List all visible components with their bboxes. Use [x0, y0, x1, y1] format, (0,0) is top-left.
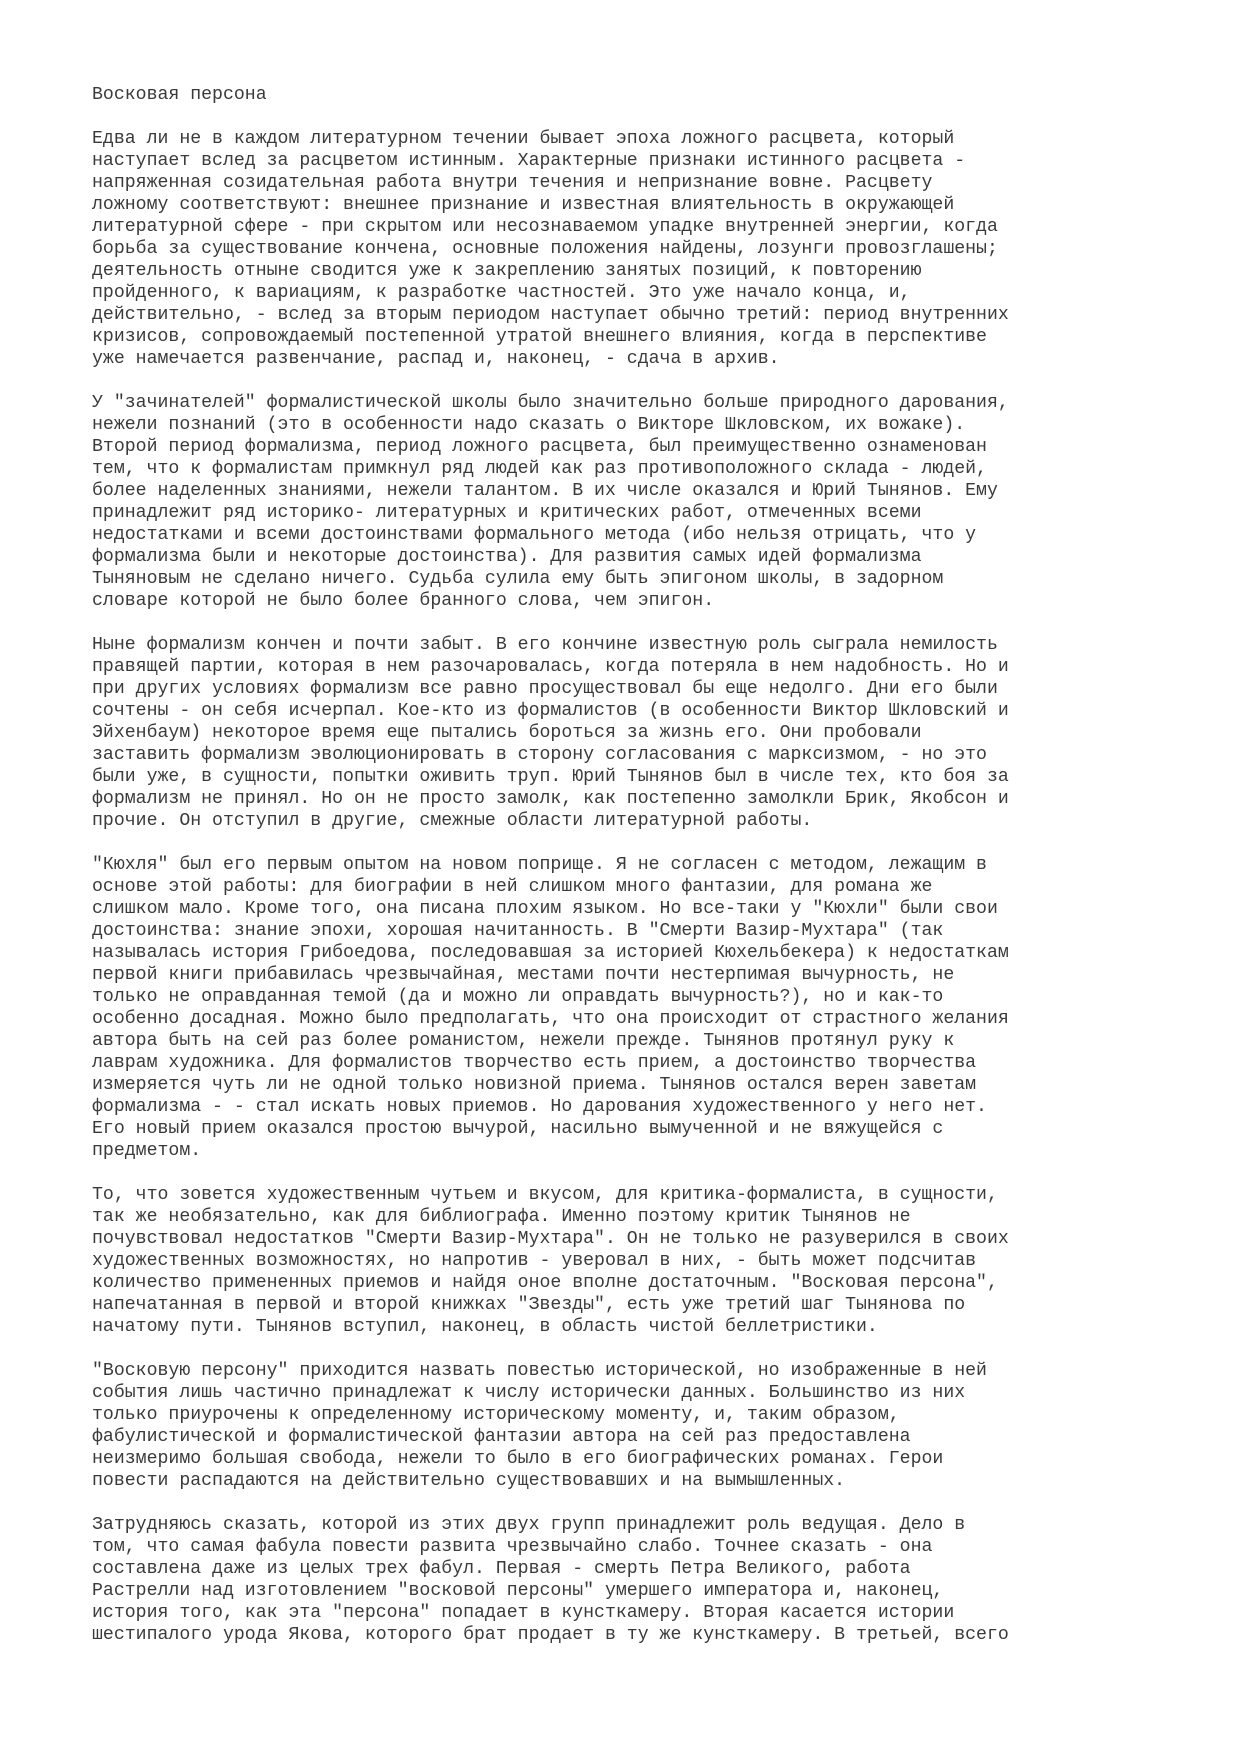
text-line: составлена даже из целых трех фабул. Первая - смерть Петра Великого, работа: [92, 1559, 911, 1579]
text-line: называлась история Грибоедова, последовавшая за историей Кюхельбекера) к недостаткам: [92, 943, 1009, 963]
text-line: почувствовал недостатков "Смерти Вазир-Мухтара". Он не только не разуверился в своих: [92, 1229, 1009, 1249]
text-line: шестипалого урода Якова, которого брат продает в ту же кунсткамеру. В третьей, всего: [92, 1625, 1009, 1645]
text-line: фабулистической и формалистической фантазии автора на сей раз предоставлена: [92, 1427, 911, 1447]
document-page: [92, 84, 1202, 1668]
text-line: так же необязательно, как для библиографа. Именно поэтому критик Тынянов не: [92, 1207, 911, 1227]
text-line: Второй период формализма, период ложного расцвета, был преимущественно ознаменован: [92, 437, 987, 457]
text-line: достоинства: знание эпохи, хорошая начитанность. В "Смерти Вазир-Мухтара" (так: [92, 921, 944, 941]
text-line: Эйхенбаум) некоторое время еще пытались бороться за жизнь его. Они пробовали: [92, 723, 922, 743]
text-line: действительно, - вслед за вторым периодом наступает обычно третий: период внутренних: [92, 305, 1009, 325]
text-line: Ныне формализм кончен и почти забыт. В его кончине известную роль сыграла немилость: [92, 635, 998, 655]
text-line: словаре которой не было более бранного слова, чем эпигон.: [92, 591, 715, 611]
text-line: были уже, в сущности, попытки оживить труп. Юрий Тынянов был в числе тех, кто боя за: [92, 767, 1009, 787]
paragraph: [92, 1184, 1202, 1338]
text-line: формализма - - стал искать новых приемов. Но дарования художественного у него нет.: [92, 1097, 987, 1117]
text-line: художественных возможностях, но напротив - уверовал в них, - быть может подсчитав: [92, 1251, 977, 1271]
paragraph: [92, 634, 1202, 832]
paragraph: [92, 1360, 1202, 1492]
text-line: тем, что к формалистам примкнул ряд людей как раз противоположного склада - людей,: [92, 459, 987, 479]
text-line: Затрудняюсь сказать, которой из этих двух групп принадлежит роль ведущая. Дело в: [92, 1515, 966, 1535]
text-line: "Кюхля" был его первым опытом на новом поприще. Я не согласен с методом, лежащим в: [92, 855, 987, 875]
text-line: "Восковую персону" приходится назвать повестью исторической, но изображенные в ней: [92, 1361, 987, 1381]
text-line: события лишь частично принадлежат к числу исторически данных. Большинство из них: [92, 1383, 966, 1403]
text-line: начатому пути. Тынянов вступил, наконец, в область чистой беллетристики.: [92, 1317, 878, 1337]
text-line: история того, как эта "персона" попадает в кунсткамеру. Вторая касается истории: [92, 1603, 955, 1623]
text-line: неизмеримо большая свобода, нежели то было в его биографических романах. Герои: [92, 1449, 944, 1469]
text-line: недостатками и всеми достоинствами формального метода (ибо нельзя отрицать, что у: [92, 525, 977, 545]
text-line: повести распадаются на действительно существовавших и на вымышленных.: [92, 1471, 846, 1491]
text-line: сочтены - он себя исчерпал. Кое-кто из формалистов (в особенности Виктор Шкловский и: [92, 701, 1009, 721]
text-line: лаврам художника. Для формалистов творчество есть прием, а достоинство творчества: [92, 1053, 977, 1073]
text-line: напряженная созидательная работа внутри течения и непризнание вовне. Расцвету: [92, 173, 933, 193]
text-line: только приурочены к определенному историческому моменту, и, таким образом,: [92, 1405, 900, 1425]
text-line: том, что самая фабула повести развита чрезвычайно слабо. Точнее сказать - она: [92, 1537, 933, 1557]
text-line: напечатанная в первой и второй книжках "Звезды", есть уже третий шаг Тынянова по: [92, 1295, 966, 1315]
text-line: заставить формализм эволюционировать в сторону согласования с марксизмом, - но это: [92, 745, 987, 765]
text-line: Едва ли не в каждом литературном течении бывает эпоха ложного расцвета, который: [92, 129, 955, 149]
text-line: деятельность отныне сводится уже к закреплению занятых позиций, к повторению: [92, 261, 922, 281]
text-line: слишком мало. Кроме того, она писана плохим языком. Но все-таки у "Кюхли" были свои: [92, 899, 998, 919]
text-line: наступает вслед за расцветом истинным. Характерные признаки истинного расцвета -: [92, 151, 966, 171]
text-line: количество примененных приемов и найдя оное вполне достаточным. "Восковая персона",: [92, 1273, 998, 1293]
text-line: литературной сфере - при скрытом или несознаваемом упадке внутренней энергии, когда: [92, 217, 998, 237]
text-line: уже намечается развенчание, распад и, наконец, - сдача в архив.: [92, 349, 780, 369]
document-title: Восковая персона: [92, 85, 267, 105]
text-line: основе этой работы: для биографии в ней слишком много фантазии, для романа же: [92, 877, 933, 897]
document-body: [92, 128, 1202, 1646]
paragraph: [92, 128, 1202, 370]
text-line: измеряется чуть ли не одной только новизной приема. Тынянов остался верен заветам: [92, 1075, 977, 1095]
text-line: Его новый прием оказался простою вычурой, насильно вымученной и не вяжущейся с: [92, 1119, 944, 1139]
text-line: принадлежит ряд историко- литературных и критических работ, отмеченных всеми: [92, 503, 922, 523]
paragraph: [92, 854, 1202, 1162]
text-line: Тыняновым не сделано ничего. Судьба сулила ему быть эпигоном школы, в задорном: [92, 569, 944, 589]
text-line: более наделенных знаниями, нежели талантом. В их числе оказался и Юрий Тынянов. Ему: [92, 481, 998, 501]
paragraph: [92, 1514, 1202, 1646]
text-line: То, что зовется художественным чутьем и вкусом, для критика-формалиста, в сущности,: [92, 1185, 998, 1205]
text-line: кризисов, сопровождаемый постепенной утратой внешнего влияния, когда в перспективе: [92, 327, 987, 347]
text-line: пройденного, к вариациям, к разработке частностей. Это уже начало конца, и,: [92, 283, 911, 303]
text-line: при других условиях формализм все равно просуществовал бы еще недолго. Дни его были: [92, 679, 998, 699]
paragraph: [92, 392, 1202, 612]
text-line: правящей партии, которая в нем разочаровалась, когда потеряла в нем надобность. Но и: [92, 657, 1009, 677]
text-line: ложному соответствуют: внешнее признание и известная влиятельность в окружающей: [92, 195, 955, 215]
text-line: У "зачинателей" формалистической школы было значительно больше природного дарования,: [92, 393, 1009, 413]
text-line: нежели познаний (это в особенности надо сказать о Викторе Шкловском, их вожаке).: [92, 415, 966, 435]
text-line: Растрелли над изготовлением "восковой персоны" умершего императора и, наконец,: [92, 1581, 944, 1601]
text-line: формализм не принял. Но он не просто замолк, как постепенно замолкли Брик, Якобсон и: [92, 789, 1009, 809]
text-line: предметом.: [92, 1141, 202, 1161]
text-line: только не оправданная темой (да и можно ли оправдать вычурность?), но и как-то: [92, 987, 944, 1007]
text-line: автора быть на сей раз более романистом, нежели прежде. Тынянов протянул руку к: [92, 1031, 955, 1051]
text-line: борьба за существование кончена, основные положения найдены, лозунги провозглашены;: [92, 239, 998, 259]
text-line: особенно досадная. Можно было предполагать, что она происходит от страстного желания: [92, 1009, 1009, 1029]
text-line: прочие. Он отступил в другие, смежные области литературной работы.: [92, 811, 813, 831]
text-line: первой книги прибавилась чрезвычайная, местами почти нестерпимая вычурность, не: [92, 965, 955, 985]
text-line: формализма были и некоторые достоинства). Для развития самых идей формализма: [92, 547, 922, 567]
